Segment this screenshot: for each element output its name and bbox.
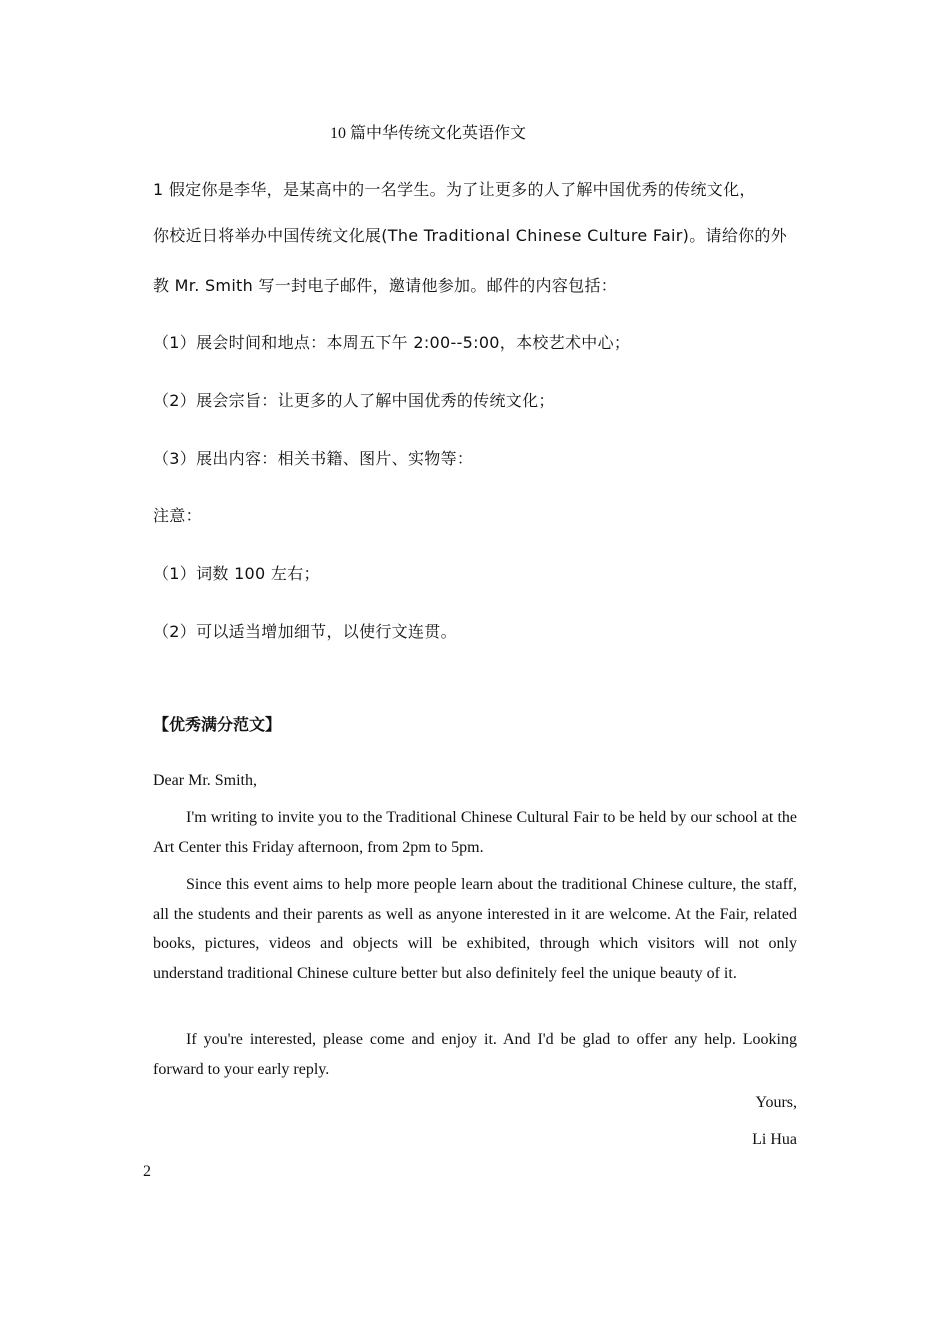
letter-paragraph-2: Since this event aims to help more people learn about the traditional Chinese culture, the staff, all the students and their parents as well as anyone interested in it are welcome. At the Fair, related books, pictures, videos and objects will be exhibited, through which visitors will not only understand traditional Chinese culture better but also definitely feel the unique beauty of it. <box>153 876 797 982</box>
note-1: （1）词数 100 左右； <box>153 564 320 583</box>
requirement-1: （1）展会时间和地点：本周五下午 2:00--5:00，本校艺术中心； <box>153 333 631 352</box>
prompt-line-2: 你校近日将举办中国传统文化展(The Traditional Chinese Culture Fair)。请给你的外 <box>153 226 788 245</box>
note-label: 注意： <box>153 506 202 525</box>
letter-closing: Yours, <box>755 1094 797 1111</box>
letter-paragraph-3: If you're interested, please come and enjoy it. And I'd be glad to offer any help. Looking forward to your early reply. <box>153 1031 797 1078</box>
prompt-line-3: 教 Mr. Smith 写一封电子邮件，邀请他参加。邮件的内容包括： <box>153 276 618 295</box>
sample-heading: 【优秀满分范文】 <box>153 715 282 734</box>
letter-salutation: Dear Mr. Smith, <box>153 772 257 789</box>
document-title: 10 篇中华传统文化英语作文 <box>330 125 527 142</box>
note-2: （2）可以适当增加细节，以使行文连贯。 <box>153 622 457 641</box>
prompt-line-1: 1 假定你是李华，是某高中的一名学生。为了让更多的人了解中国优秀的传统文化， <box>153 180 756 199</box>
requirement-3: （3）展出内容：相关书籍、图片、实物等： <box>153 449 474 468</box>
page-number: 2 <box>143 1163 151 1180</box>
letter-paragraph-1: I'm writing to invite you to the Traditional Chinese Cultural Fair to be held by our school at the Art Center this Friday afternoon, from 2pm to 5pm. <box>153 809 797 856</box>
letter-signature: Li Hua <box>752 1131 797 1148</box>
requirement-2: （2）展会宗旨：让更多的人了解中国优秀的传统文化； <box>153 391 555 410</box>
